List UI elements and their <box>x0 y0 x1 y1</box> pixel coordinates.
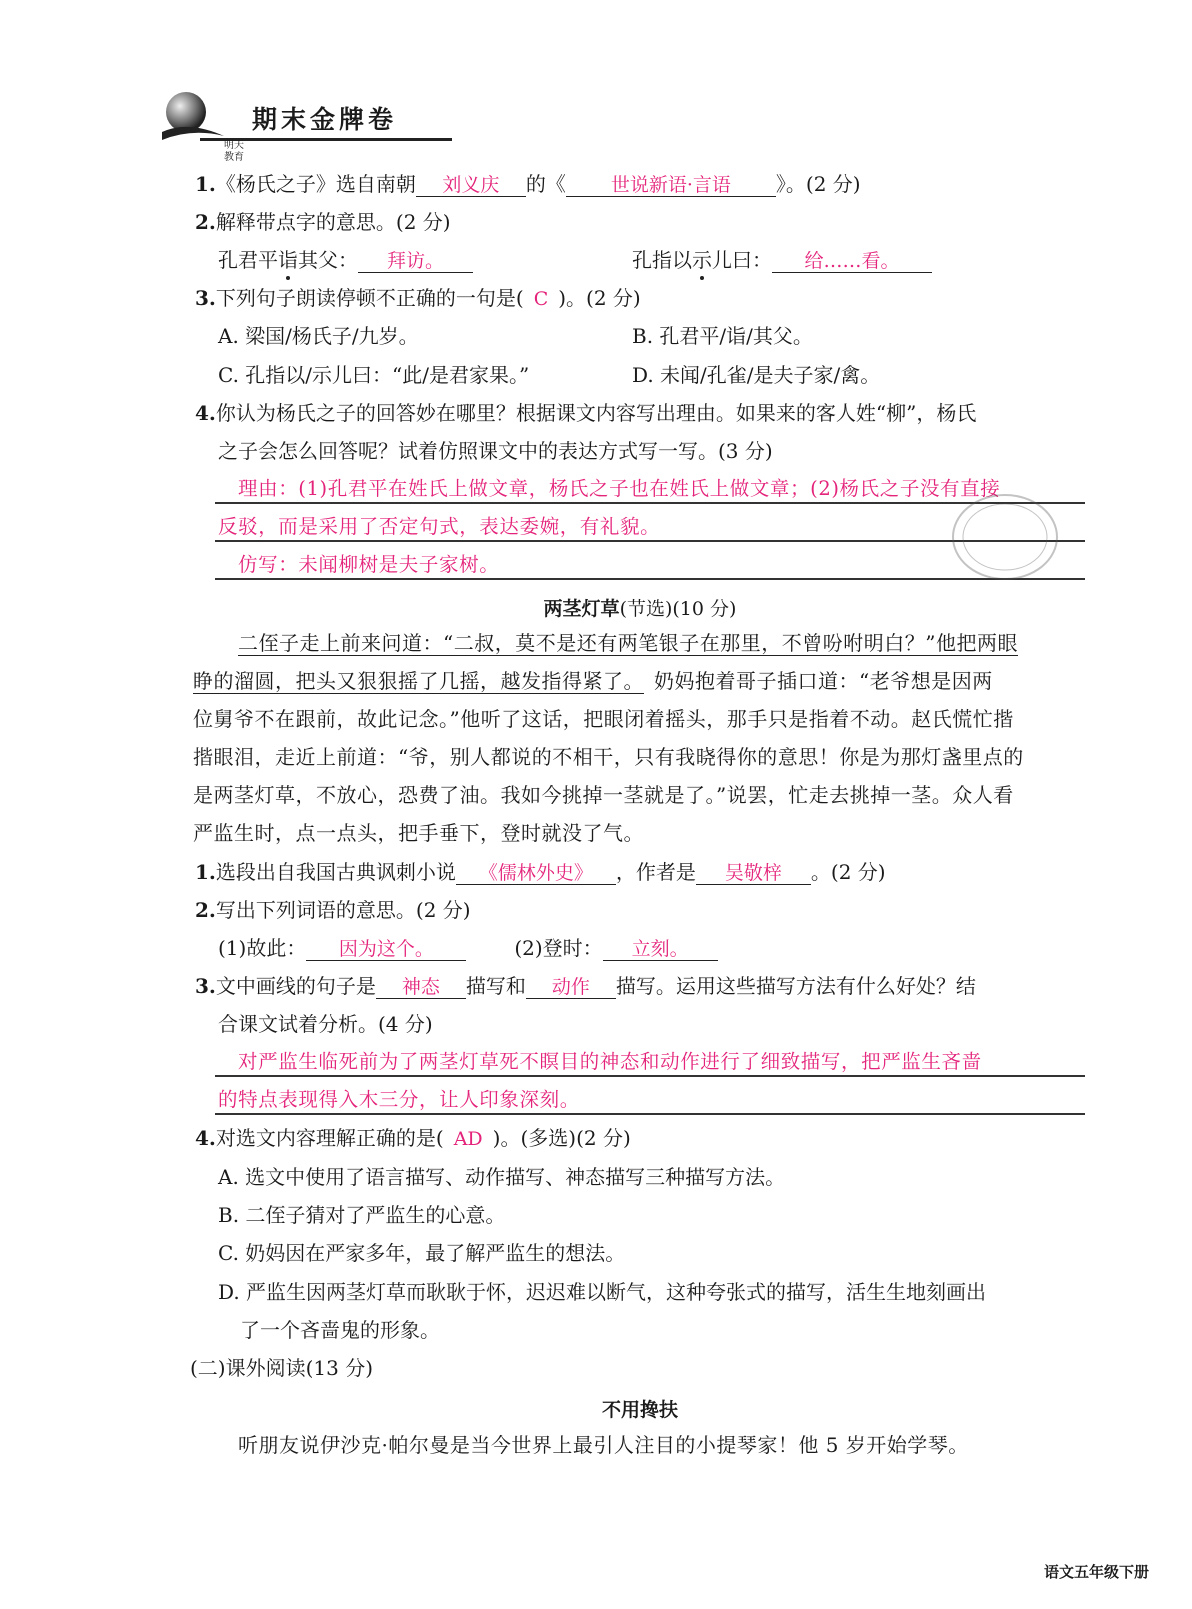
question-number: 3. <box>195 974 216 998</box>
option-c: C. 孔指以/示儿曰：“此/是君家果。” <box>218 363 530 387</box>
answer-line: 的特点表现得入木三分，让人印象深刻。 <box>218 1088 580 1111</box>
option-a: A. 梁国/杨氏子/九岁。 <box>218 324 419 348</box>
dotted-character: 示 <box>692 248 712 272</box>
question-number: 1. <box>195 860 216 884</box>
answer-blank: 世说新语·言语 <box>566 174 776 197</box>
option-b: B. 二侄子猜对了严监生的心意。 <box>218 1203 506 1227</box>
answer-blank: 拜访。 <box>358 250 473 273</box>
option-d: D. 未闻/孔雀/是夫子家/禽。 <box>632 363 881 387</box>
brand-name: 明天教育 <box>224 140 244 163</box>
option-a: A. 选文中使用了语言描写、动作描写、神态描写三种描写方法。 <box>218 1165 786 1189</box>
answer-blank: 《儒林外史》 <box>456 862 616 885</box>
passage-line: 二侄子走上前来问道：“二叔，莫不是还有两笔银子在那里，不曾吩咐明白？”他把两眼 <box>238 631 1018 655</box>
passage-question-1: 1.选段出自我国古典讽刺小说 《儒林外史》 ，作者是 吴敬梓 。(2 分) <box>195 860 886 884</box>
answer-rule <box>215 1075 1085 1077</box>
passage-line: 严监生时，点一点头，把手垂下，登时就没了气。 <box>193 821 644 845</box>
choice-answer: C <box>533 288 549 310</box>
answer-blank: 吴敬梓 <box>696 862 811 885</box>
passage-question-4: 4.对选文内容理解正确的是( AD )。(多选)(2 分) <box>195 1126 631 1150</box>
option-c: C. 奶妈因在严家多年，最了解严监生的想法。 <box>218 1241 626 1265</box>
passage-question-2-items: (1)故此： 因为这个。 (2)登时： 立刻。 <box>218 936 718 961</box>
answer-rule <box>215 1113 1085 1115</box>
dotted-character: 诣 <box>278 248 298 272</box>
question-number: 3. <box>195 286 216 310</box>
answer-blank: 刘义庆 <box>416 174 526 197</box>
header-title: 期末金牌卷 <box>252 105 398 134</box>
passage-question-2: 2.写出下列词语的意思。(2 分) <box>195 898 471 922</box>
answer-blank: 立刻。 <box>603 938 718 961</box>
passage-line: 是两茎灯草，不放心，恐费了油。我如今挑掉一茎就是了。”说罢，忙走去挑掉一茎。众人看 <box>193 783 1014 807</box>
option-b: B. 孔君平/诣/其父。 <box>632 324 813 348</box>
question-2: 2.解释带点字的意思。(2 分) <box>195 210 451 234</box>
passage-line: 位舅爷不在跟前，故此记念。”他听了这话，把眼闭着摇头，那手只是指着不动。赵氏慌忙揩 <box>193 707 1014 731</box>
passage-title: 不用搀扶 <box>601 1399 678 1421</box>
question-4: 4.你认为杨氏之子的回答妙在哪里？根据课文内容写出理由。如果来的客人姓“柳”，杨氏 <box>195 401 977 425</box>
choice-answer: AD <box>453 1128 483 1150</box>
question-3: 3.下列句子朗读停顿不正确的一句是( C )。(2 分) <box>195 286 641 310</box>
question-number: 4. <box>195 401 216 425</box>
section-heading: (二)课外阅读(13 分) <box>190 1356 374 1380</box>
answer-line: 理由：(1)孔君平在姓氏上做文章，杨氏之子也在姓氏上做文章；(2)杨氏之子没有直接 <box>238 477 1001 500</box>
passage-title: 两茎灯草(节选)(10 分) <box>543 598 737 620</box>
passage-line: 睁的溜圆，把头又狠狠摇了几摇，越发指得紧了。 奶妈抱着哥子插口道：“老爷想是因两 <box>193 669 993 693</box>
answer-blank: 给……看。 <box>772 250 932 273</box>
answer-line: 对严监生临死前为了两茎灯草死不瞑目的神态和动作进行了细致描写，把严监生吝啬 <box>238 1050 982 1073</box>
passage-line: 揩眼泪，走近上前道：“爷，别人都说的不相干，只有我晓得你的意思！你是为那灯盏里点的 <box>193 745 1024 769</box>
question-2-item-2: 孔指以示儿曰： 给……看。 <box>632 248 932 273</box>
answer-blank: 因为这个。 <box>306 938 466 961</box>
answer-blank: 动作 <box>526 976 616 999</box>
question-4-line-2: 之子会怎么回答呢？试着仿照课文中的表达方式写一写。(3 分) <box>218 439 773 463</box>
page-footer: 语文五年级下册 <box>1044 1563 1150 1581</box>
question-1: 1.《杨氏之子》选自南朝 刘义庆 的《 世说新语·言语 》。(2 分) <box>195 172 861 196</box>
question-number: 2. <box>195 898 216 922</box>
question-number: 2. <box>195 210 216 234</box>
passage-line: 听朋友说伊沙克·帕尔曼是当今世界上最引人注目的小提琴家！他 5 岁开始学琴。 <box>238 1433 969 1457</box>
passage-question-3: 3.文中画线的句子是 神态 描写和 动作 描写。运用这些描写方法有什么好处？结 <box>195 974 976 998</box>
answer-line: 反驳，而是采用了否定句式，表达委婉，有礼貌。 <box>218 515 661 538</box>
question-number: 1. <box>195 172 216 196</box>
globe-logo-icon <box>158 84 228 154</box>
passage-question-3-line-2: 合课文试着分析。(4 分) <box>218 1012 433 1036</box>
option-d: D. 严监生因两茎灯草而耿耿于怀，迟迟难以断气，这种夸张式的描写，活生生地刻画出 <box>218 1280 987 1304</box>
question-number: 4. <box>195 1126 216 1150</box>
answer-line: 仿写：未闻柳树是夫子家树。 <box>238 553 500 576</box>
question-2-item-1: 孔君平诣其父： 拜访。 <box>218 248 473 273</box>
option-d-continued: 了一个吝啬鬼的形象。 <box>240 1318 440 1342</box>
answer-blank: 神态 <box>376 976 466 999</box>
watermark-stamp-icon <box>950 492 1060 582</box>
